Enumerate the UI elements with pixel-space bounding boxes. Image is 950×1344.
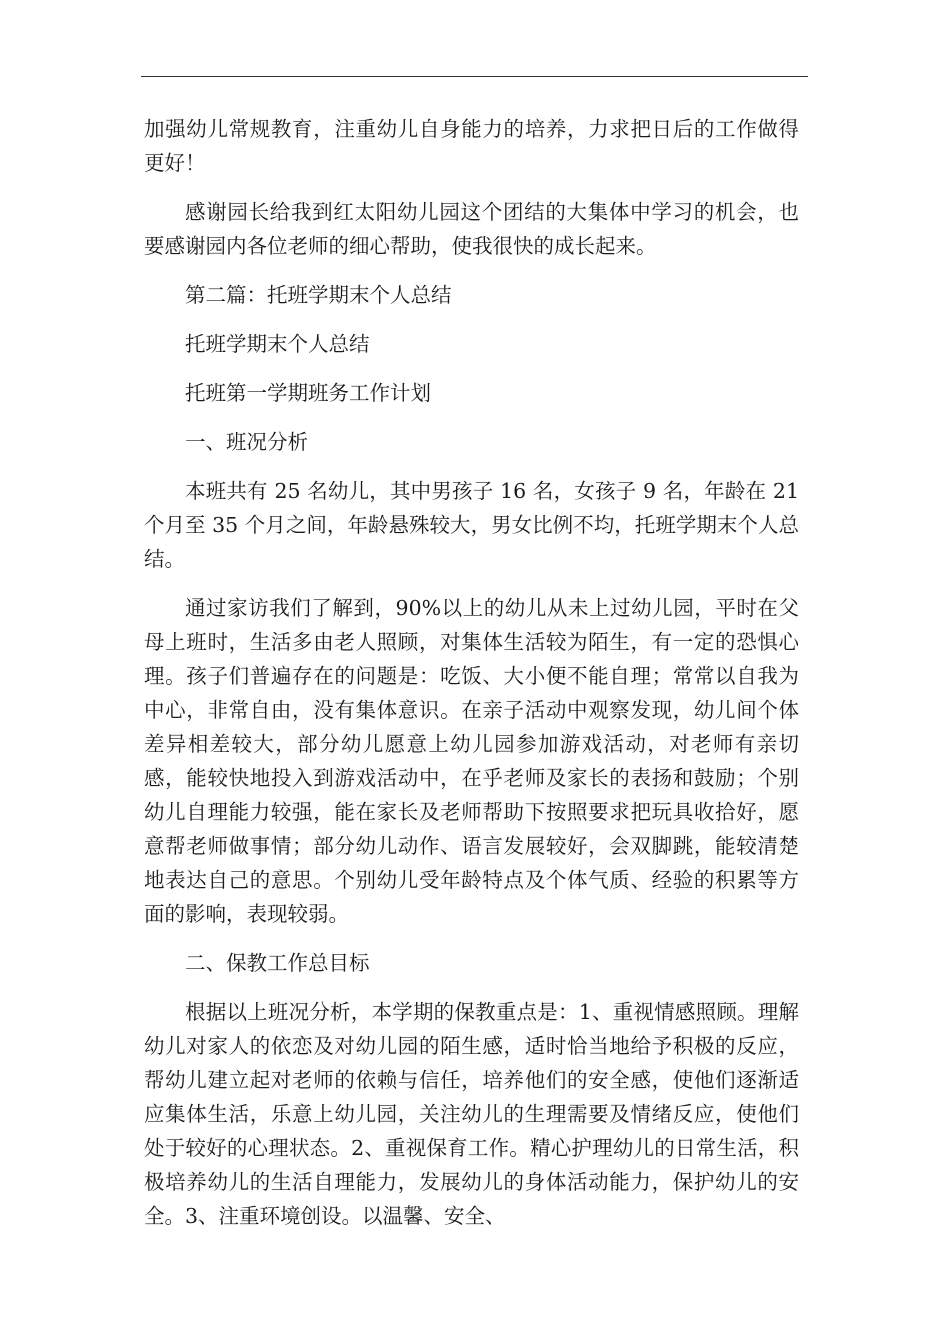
paragraph-class-stats: 本班共有 25 名幼儿，其中男孩子 16 名，女孩子 9 名，年龄在 21 个月至 35 个月之间，年龄悬殊较大，男女比例不均，托班学期末个人总结。 xyxy=(144,479,799,571)
heading-goals: 二、保教工作总目标 xyxy=(185,951,370,975)
section-title: 第二篇：托班学期末个人总结 xyxy=(185,283,452,307)
plan-title: 托班第一学期班务工作计划 xyxy=(185,381,431,405)
article-title: 托班学期末个人总结 xyxy=(185,332,370,356)
paragraph-home-visit: 通过家访我们了解到，90%以上的幼儿从未上过幼儿园，平时在父母上班时，生活多由老人照顾，对集体生活较为陌生，有一定的恐惧心理。孩子们普遍存在的问题是：吃饭、大小便不能自理；常常以自我为中心，非常自由，没有集体意识。在亲子活动中观察发现，幼儿间个体差异相差较大，部分幼儿愿意上幼儿园参加游戏活动，对老师有亲切感，能较快地投入到游戏活动中，在乎老师及家长的表扬和鼓励；个别幼儿自理能力较强，能在家长及老师帮助下按照要求把玩具收拾好，愿意帮老师做事情；部分幼儿动作、语言发展较好，会双脚跳，能较清楚地表达自己的意思。个别幼儿受年龄特点及个体气质、经验的积累等方面的影响，表现较弱。 xyxy=(144,596,799,926)
header-rule xyxy=(141,76,808,77)
paragraph-2: 感谢园长给我到红太阳幼儿园这个团结的大集体中学习的机会，也要感谢园内各位老师的细心帮助，使我很快的成长起来。 xyxy=(144,200,799,258)
document-body xyxy=(144,112,799,1248)
paragraph-goals: 根据以上班况分析，本学期的保教重点是：1、重视情感照顾。理解幼儿对家人的依恋及对幼儿园的陌生感，适时恰当地给予积极的反应，帮幼儿建立起对老师的依赖与信任，培养他们的安全感，使他们逐渐适应集体生活，乐意上幼儿园，关注幼儿的生理需要及情绪反应，使他们处于较好的心理状态。2、重视保育工作。精心护理幼儿的日常生活，积极培养幼儿的生活自理能力，发展幼儿的身体活动能力，保护幼儿的安全。3、注重环境创设。以温馨、安全、 xyxy=(144,1000,799,1228)
heading-class-analysis: 一、班况分析 xyxy=(185,430,308,454)
paragraph-1: 加强幼儿常规教育，注重幼儿自身能力的培养，力求把日后的工作做得更好！ xyxy=(144,117,799,175)
